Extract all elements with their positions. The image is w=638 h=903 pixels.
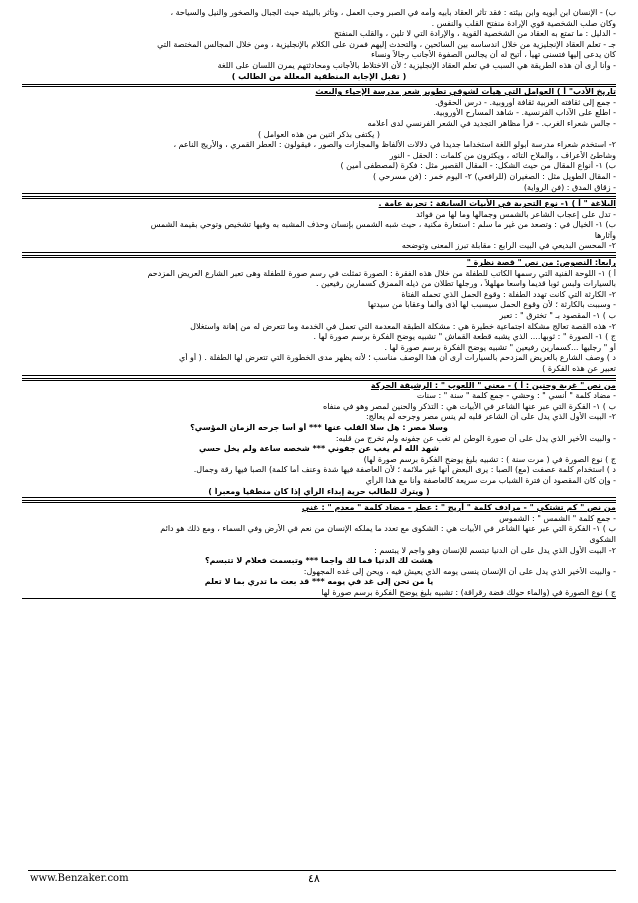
- text-line: - جمع كلمة " الشمس " : الشموس: [499, 513, 616, 523]
- text-line: - مضاد كلمة " أنسي " : وحشي - جمع كلمة " سنة " : سنات: [416, 391, 616, 401]
- text-line: وآثارها: [594, 230, 616, 240]
- section-literature-history: [22, 84, 616, 194]
- text-line: - جالس شعراء الغرب. - قرأ مظاهر التجديد في الشعر الفرنسي لدى أعلامه: [367, 118, 616, 128]
- text-line: - وسببت بالكارثة ؛ لأن وقوع الحمل سيسبب لها أذى وألماً وعقاباً من سيدتها: [367, 300, 616, 310]
- text-line: أو " رجليها ...كسمارين رفيعين " تشبيه يوضح الفكرة برسم صورة لها .: [384, 342, 616, 352]
- text-line: - اطلع على الآداب الفرنسية. - شاهد المسارح الأوروبية.: [433, 108, 616, 118]
- section-heading: البلاغة " أ ) ١- نوع التجربة في الأبيات السابقة : تجربة عامة .: [378, 199, 616, 209]
- text-line: ٢- البيت الأول الذي يدل على أن الدنيا تبتسم للإنسان وهو واجم لا يبتسم :: [374, 545, 616, 555]
- text-line: ب) ١- أنواع المقال من حيث الشكل: - المقال القصير مثل : فكرة (لمصطفى أمين ): [340, 161, 616, 171]
- footer-site: www.Benzaker.com: [30, 873, 129, 884]
- text-line: - وإن كان المقصود أن فترة الشباب مرت سريعة كالعاصفة وأنا مع هذا الرأي: [365, 475, 616, 485]
- text-line: ٢- المحسن البديعي في البيت الرابع : مقابلة تبرز المعنى وتوضحه: [401, 241, 616, 251]
- poetry-verse: شهد الله لم يغب عن جفوني *** شخصه ساعة ولم يخل حسي: [198, 444, 440, 454]
- section-kam-tashtaki: [22, 500, 616, 599]
- text-line: أ ) ١- اللوحة الفنية التي رسمها الكاتب للطفلة من خلال هذه الفقرة : الصورة تمثلت في رسم صورة للطفلة وهى تعبر الشارع العريض المزدحم: [147, 268, 616, 278]
- text-line: وكان صلب الشخصية قوي الإرادة منفتح القلب والنفس .: [431, 18, 616, 28]
- section-heading: من نص " غربة وحنين : أ ) - معنى " اللعوب " : الرشيقة الحركة: [370, 380, 616, 390]
- text-line: - زقاق المدق : (فن الرواية): [523, 182, 616, 192]
- text-line: جـ - تعلم العقاد الإنجليزية من خلال اندساسه بين السائحين ، والتحدث إليهم فمرن على الكلام بالإنجليزية ، ومن خلال المجالس المختصة التي: [157, 39, 616, 49]
- text-line: - المقال الطويل مثل : الصغيران (للرافعي) ٢- اليوم خمر : (فن مسرحي ): [373, 171, 616, 181]
- section-ghurba-wa-hanin: [22, 378, 616, 499]
- text-line: - والبيت الأخير الذي يدل على أن الإنسان ينسى يومه الذي يعيش فيه ، ويحن إلى غده المجهول:: [303, 566, 616, 576]
- text-line: ج ) نوع الصورة في ( مرت سنة ) : تشبيه بليغ يوضح الفكرة برسم صورة لها): [363, 454, 616, 464]
- answers-block-character: [22, 8, 616, 82]
- text-line: - جمع إلى ثقافته العربية ثقافة أوروبية. - درس الحقوق.: [435, 97, 616, 107]
- text-line: - تدل على إعجاب الشاعر بالشمس وجمالها وما لها من فوائد: [416, 209, 616, 219]
- text-line: ٢- استخدم شعراء مدرسة أبولو اللغة استخداماً جديداً في دلالات الألفاظ والمجازات والصور ، فيقولون : العطر القمري ، والأريج الناعم ،: [173, 140, 616, 150]
- section-heading: من نص " كم تشتكي " - مرادف كلمة " أريج " : عطر - مضاد كلمة " معدم " : غني: [301, 503, 616, 513]
- section-heading: رابعاً: النصوص: من نص " قصة نظرة ": [466, 258, 616, 268]
- text-line: - وأنا أرى أن هذه الطريقة هي السبب في تعلم العقاد الإنجليزية ؛ لأن الاختلاط بالأجانب ومحادثتهم يمرن اللسان على اللغة: [217, 60, 616, 70]
- text-line: ج ) نوع الصورة في (والماء حولك فضة رقراقة) : تشبيه بليغ يوضح الفكرة برسم صورة لها: [321, 587, 616, 597]
- text-line: ب) - الإنسان ابن أبويه وابن بيئته : فقد تأثر العقاد بأبيه وأمه في الصبر وحب العمل ، وتأثر بالبيئة حيث الجبال والصخور والنيل والسياحة ،: [170, 8, 616, 17]
- text-line: ٢- الكارثة التي كانت تهدد الطفلة : وقوع الحمل الذي تحمله الفتاة: [401, 289, 616, 299]
- text-line: وشاطئ الأعراف ، والملاح التائه ، ويكثرون من كلمات : الحقل - النور: [389, 150, 616, 160]
- text-line: - والبيت الأخير الذي يدل على أن صورة الوطن لم تغب عن جفونه ولم تخرج من قلبه:: [335, 433, 616, 443]
- text-line: ب ) ١- المقصود بـ " تخترق " : تعبر: [499, 311, 616, 321]
- poetry-verse: هشت لك الدنيا فما لك واجما *** وتبسمت فعلام لا تتبسم؟: [204, 556, 433, 566]
- text-line: بالسيارات ولبس ثوباً قديماً واسعاً مهلهلاً ، ورجلها تطلان من ذيله الممزق كسمارين رفيعين .: [315, 279, 616, 289]
- page-footer: [28, 870, 616, 887]
- text-line: - الدليل : ما تمتع به العقاد من الشخصية القوية ، والإرادة التي لا تلين ، والقلب المنفتح: [334, 29, 616, 39]
- text-line: الشكوى: [589, 534, 616, 544]
- text-line: ب ) ١- الفكرة التي عبر عنها الشاعر في الأبيات هي : الشكوى مع تعدد ما يملكه الإنسان من نعم في الأرض وفي السماء ، ومع ذلك هو دائم: [160, 524, 616, 534]
- text-line: ( يكتفى بذكر اثنين من هذه العوامل ): [257, 129, 381, 139]
- section-texts-qissat-nazra: [22, 255, 616, 376]
- text-line: كان يدعى إليها فتسنى تهيأ ، أتيح له أن يجالس الصفوة الأجانب رجالاً ونساء: [371, 50, 616, 60]
- text-line: ( تقبل الإجابة المنطقية المعللة من الطالب ): [231, 71, 407, 81]
- text-line: ج ) ١- الصورة " : ثوبها.... الذي يشبه قطعة القماش " تشبيه يوضح الفكرة برسم صورة لها .: [313, 332, 616, 342]
- text-line: ( ويترك للطالب حرية إبداء الرأي إذا كان منطقياً ومعبراً ): [208, 486, 430, 496]
- text-line: ٢- هذه القصة تعالج مشكلة اجتماعية خطيرة هي : مشكلة الطبقة المعدمة التي تعمل في الخدمة وما تتعرض له من إهانة واستغلال: [190, 321, 616, 331]
- poetry-verse: يا من تحن إلى غد في يومه *** قد بعت ما تدري بما لا تعلم: [204, 577, 434, 587]
- page-number: ٤٨: [308, 872, 320, 885]
- section-rhetoric: [22, 196, 616, 253]
- text-line: د ) استخدام كلمة عصفت (مع) الصبا : يرى البعض أنها غير ملائمة ؛ لأن العاصفة فيها شدة وعنف أما كلمة) الصبا فيها رقة وجمال.: [193, 465, 616, 475]
- poetry-verse: وسلا مصر : هل سلا القلب عنها *** أو أسا جرحه الزمان المؤسي؟: [190, 422, 448, 432]
- text-line: تعبير عن هذه الفكرة ): [542, 364, 616, 373]
- text-line: ٢- البيت الأول الذي يدل على أن الشاعر قلبه لم ينس مصر وجرحه لم يعالج:: [365, 412, 616, 422]
- text-line: د ) وصف الشارع بالعريض المزدحم بالسيارات أرى أن هذا الوصف مناسب ؛ لأنه يظهر مدى الخطورة التي تتعرض لها الطفلة . ( أو أي: [179, 353, 616, 363]
- section-heading: تاريخ الأدب" أ ) العوامل التي هيأت لشوقي تطوير شعر مدرسة الإحياء والبعث: [315, 87, 616, 97]
- answer-page: [22, 8, 616, 866]
- text-line: ب) ١- الخيال في : وتصعد من غير ما سلم : استعارة مكنية ، حيث شبه الشمس بإنسان وحذف المشبه به وفيها تشخيص وتوحي بقيمة الشمس: [150, 220, 616, 230]
- text-line: ب ) ١- الفكرة التي عبر عنها الشاعر في الأبيات هي : التذكر والحنين لمصر وهو في منفاه: [323, 401, 616, 411]
